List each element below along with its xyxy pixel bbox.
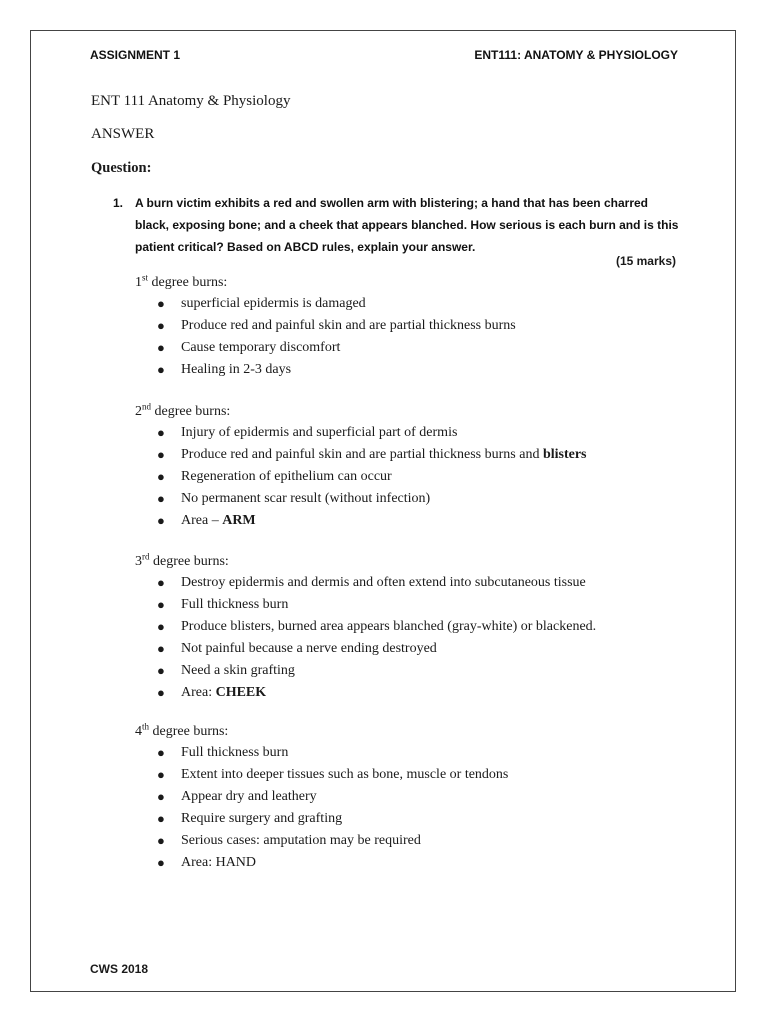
bullet-icon: ● (157, 833, 165, 848)
question-item (113, 192, 685, 258)
question-number: 1. (113, 196, 124, 210)
section-label: degree burns: (151, 404, 231, 419)
list-item-text: Healing in 2-3 days (181, 362, 292, 377)
bullet-icon: ● (157, 663, 165, 678)
list-item-text: Produce red and painful skin and are partial thickness burns (181, 318, 516, 333)
bullet-icon: ● (157, 619, 165, 634)
list-item (135, 852, 508, 874)
bullet-icon: ● (157, 745, 165, 760)
list-item (135, 466, 587, 488)
list-item-text: Not painful because a nerve ending destroyed (181, 641, 437, 656)
list-item (135, 444, 587, 466)
section-number: 1 (135, 275, 142, 290)
bullet-icon: ● (157, 469, 165, 484)
list-item-text: Need a skin grafting (181, 663, 295, 678)
bullet-icon: ● (157, 789, 165, 804)
list-item-text: Area: (181, 685, 216, 700)
list-item-text: Area – (181, 513, 223, 528)
bullet-icon: ● (157, 513, 165, 528)
bullet-icon: ● (157, 685, 165, 700)
bullet-icon: ● (157, 318, 165, 333)
bullet-list (135, 572, 596, 704)
section-ordinal-suffix: th (142, 721, 150, 732)
bullet-icon: ● (157, 296, 165, 311)
section-ordinal-suffix: rd (142, 551, 150, 562)
list-item (135, 786, 508, 808)
burn-section-4 (135, 722, 508, 874)
section-label: degree burns: (149, 724, 229, 739)
list-item-text: No permanent scar result (without infection) (181, 491, 431, 506)
section-title (135, 273, 516, 293)
bullet-icon: ● (157, 641, 165, 656)
bullet-list (135, 293, 516, 381)
header-assignment: ASSIGNMENT 1 (90, 48, 181, 62)
list-item (135, 422, 587, 444)
bullet-icon: ● (157, 855, 165, 870)
bullet-icon: ● (157, 491, 165, 506)
list-item-text: Appear dry and leathery (181, 789, 317, 804)
section-number: 4 (135, 724, 142, 739)
list-item-text: Produce red and painful skin and are partial thickness burns and (181, 447, 543, 462)
bullet-icon: ● (157, 811, 165, 826)
section-title (135, 722, 508, 742)
list-item-text: Area: HAND (181, 855, 257, 870)
list-item-text: Regeneration of epithelium can occur (181, 469, 392, 484)
section-number: 3 (135, 554, 142, 569)
list-item (135, 682, 596, 704)
section-title (135, 552, 596, 572)
list-item-text: Require surgery and grafting (181, 811, 343, 826)
list-item (135, 764, 508, 786)
bullet-list (135, 422, 587, 532)
list-item-text: Extent into deeper tissues such as bone, muscle or tendons (181, 767, 509, 782)
list-item-text: Injury of epidermis and superficial part of dermis (181, 425, 458, 440)
list-item (135, 742, 508, 764)
question-marks: (15 marks) (615, 254, 676, 268)
section-title (135, 402, 587, 422)
list-item (135, 616, 596, 638)
document-title: ENT 111 Anatomy & Physiology (91, 93, 291, 109)
list-item-text: Full thickness burn (181, 745, 289, 760)
list-item-text: superficial epidermis is damaged (181, 296, 366, 311)
list-item (135, 660, 596, 682)
header-course: ENT111: ANATOMY & PHYSIOLOGY (474, 48, 678, 62)
list-item (135, 488, 587, 510)
section-ordinal-suffix: st (142, 272, 149, 283)
section-label: degree burns: (148, 275, 228, 290)
list-item-emphasis: CHEEK (215, 685, 267, 700)
list-item (135, 830, 508, 852)
list-item (135, 572, 596, 594)
question-label: Question: (91, 160, 152, 176)
list-item-emphasis: blisters (542, 447, 587, 462)
list-item (135, 808, 508, 830)
question-text: A burn victim exhibits a red and swollen arm with blistering; a hand that has been charred black, exposing bone; and a cheek that appears blanched. How serious is each burn and is this patient critical? Based on ABCD rules, explain your answer. (135, 196, 679, 254)
bullet-icon: ● (157, 575, 165, 590)
list-item-text: Destroy epidermis and dermis and often extend into subcutaneous tissue (181, 575, 586, 590)
burn-section-3 (135, 552, 596, 704)
burn-section-1 (135, 273, 516, 381)
section-ordinal-suffix: nd (142, 401, 151, 412)
bullet-icon: ● (157, 362, 165, 377)
list-item-text: Full thickness burn (181, 597, 289, 612)
list-item-text: Serious cases: amputation may be required (181, 833, 421, 848)
bullet-list (135, 742, 508, 874)
answer-label: ANSWER (91, 126, 155, 142)
footer-text: CWS 2018 (90, 962, 149, 976)
list-item (135, 315, 516, 337)
section-number: 2 (135, 404, 142, 419)
list-item (135, 359, 516, 381)
bullet-icon: ● (157, 767, 165, 782)
list-item-text: Produce blisters, burned area appears blanched (gray-white) or blackened. (181, 619, 597, 634)
list-item (135, 293, 516, 315)
bullet-icon: ● (157, 425, 165, 440)
list-item (135, 638, 596, 660)
list-item-text: Cause temporary discomfort (181, 340, 341, 355)
bullet-icon: ● (157, 597, 165, 612)
list-item (135, 510, 587, 532)
list-item-emphasis: ARM (222, 513, 256, 528)
list-item (135, 594, 596, 616)
bullet-icon: ● (157, 447, 165, 462)
bullet-icon: ● (157, 340, 165, 355)
burn-section-2 (135, 402, 587, 532)
section-label: degree burns: (149, 554, 229, 569)
list-item (135, 337, 516, 359)
